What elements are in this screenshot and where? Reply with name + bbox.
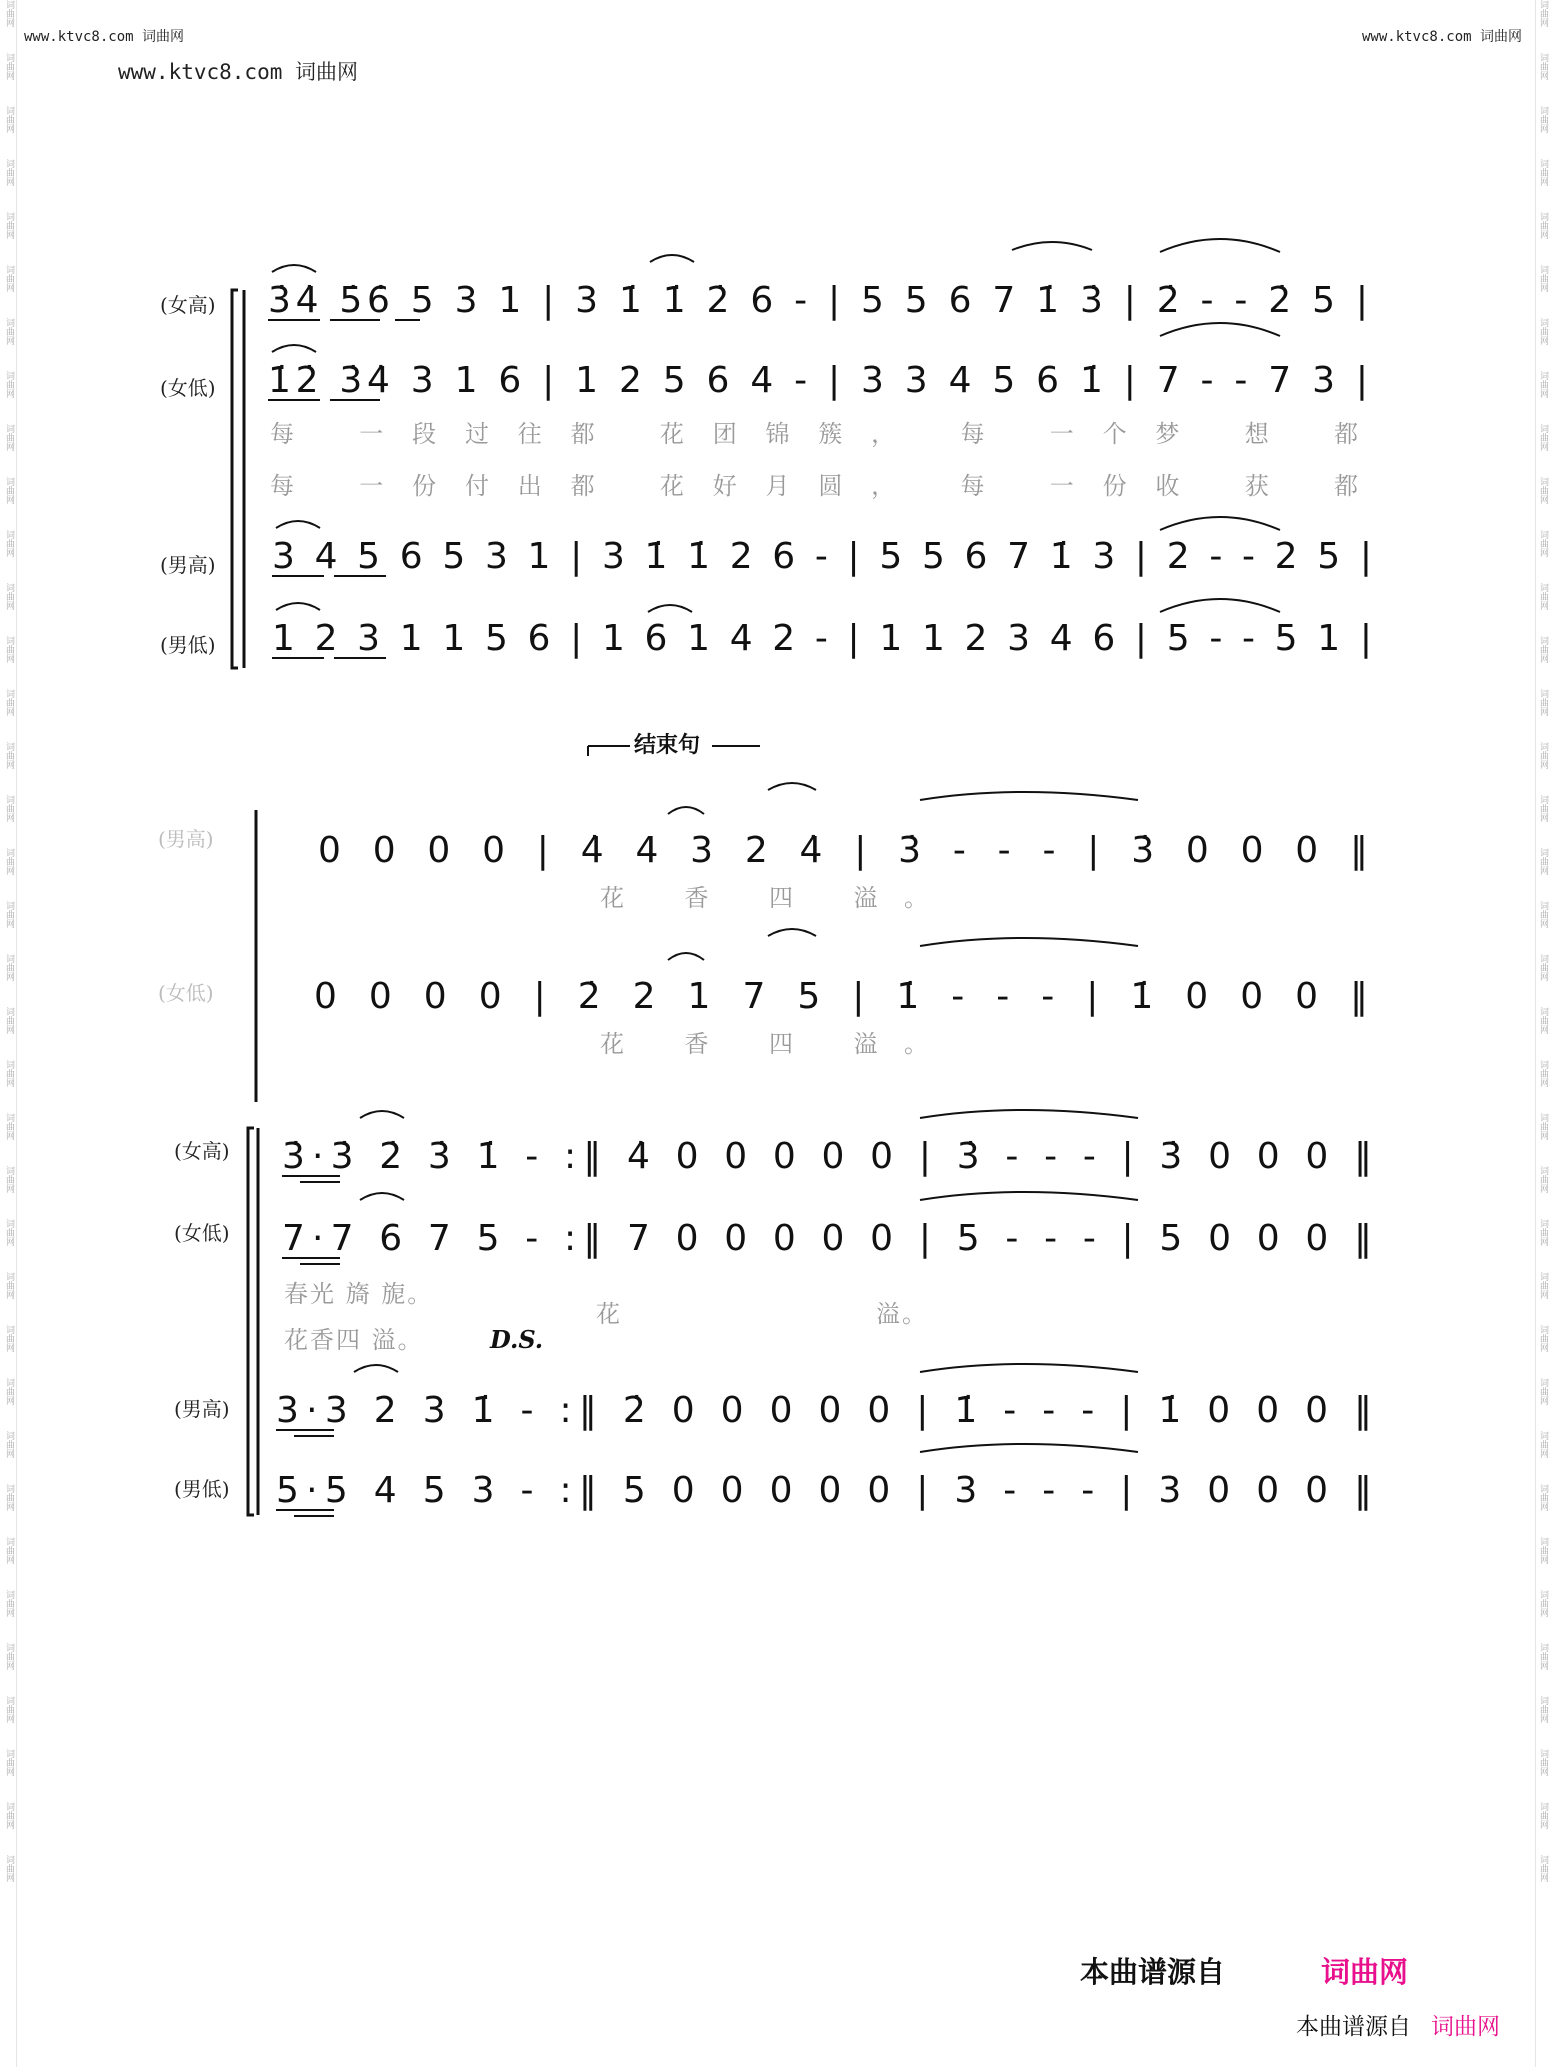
sidebar-watermark-text: 词曲网 bbox=[1538, 954, 1548, 981]
sidebar-watermark-text: 词曲网 bbox=[4, 1643, 14, 1670]
sidebar-watermark-text: 词曲网 bbox=[4, 901, 14, 928]
sidebar-watermark-text: 词曲网 bbox=[4, 1431, 14, 1458]
lyric-line: 花 香 四 溢。 bbox=[600, 1030, 930, 1058]
sidebar-watermark-text: 词曲网 bbox=[4, 1378, 14, 1405]
sidebar-watermark-text: 词曲网 bbox=[4, 1696, 14, 1723]
notation-line: 7·7 6 7 5 - :‖ 7 0 0 0 0 0 | 5 - - - | 5 0 0 0 ‖ bbox=[282, 1218, 1372, 1259]
sidebar-watermark-text: 词曲网 bbox=[1538, 1219, 1548, 1246]
sidebar-watermark-text: 词曲网 bbox=[4, 1855, 14, 1882]
notation-line: 3̇4̇ 5̇6̇ 5 3 1 | 3 1̇ 1̇ 2̇ 6 - | 5 5 6 7 1̇ 3̇ | 2̇ - - 2̇ 5 | bbox=[268, 280, 1369, 321]
sidebar-watermark-text: 词曲网 bbox=[1538, 1802, 1548, 1829]
sidebar-watermark-text: 词曲网 bbox=[1538, 53, 1548, 80]
source-prefix: 本曲谱源自 bbox=[1080, 1955, 1226, 1989]
sidebar-watermark-text: 词曲网 bbox=[4, 795, 14, 822]
sidebar-watermark-text: 词曲网 bbox=[1538, 0, 1548, 27]
sidebar-watermark-text: 词曲网 bbox=[4, 530, 14, 557]
source-credit-large bbox=[1080, 1950, 1408, 1991]
sidebar-watermark-text: 词曲网 bbox=[1538, 265, 1548, 292]
source-brand[interactable]: 词曲网 bbox=[1431, 2014, 1500, 2040]
sidebar-watermark-text: 词曲网 bbox=[4, 742, 14, 769]
sidebar-watermark-text: 词曲网 bbox=[1538, 1484, 1548, 1511]
sidebar-watermark-text: 词曲网 bbox=[1538, 424, 1548, 451]
sidebar-watermark-text: 词曲网 bbox=[1538, 1537, 1548, 1564]
notation-line: 1 2 3 1 1 5 6 | 1 6 1 4 2 - | 1 1 2 3 4 6 | 5 - - 5 1 | bbox=[272, 618, 1372, 659]
sidebar-watermark-text: 词曲网 bbox=[4, 636, 14, 663]
site-watermark: www.ktvc8.com 词曲网 bbox=[118, 60, 359, 84]
sidebar-watermark-text: 词曲网 bbox=[4, 1219, 14, 1246]
notation-line: 0 0 0 0 | 4̇ 4 3 2 4̇ | 3̇ - - - | 3̇ 0 0 0 ‖ bbox=[318, 830, 1369, 871]
sidebar-watermark-text: 词曲网 bbox=[1538, 106, 1548, 133]
sidebar-watermark-text: 词曲网 bbox=[4, 1166, 14, 1193]
ds-mark: D.S. bbox=[490, 1325, 544, 1354]
sidebar-watermark-text: 词曲网 bbox=[1538, 689, 1548, 716]
notation-line: 3 4 5 6 5 3 1 | 3 1̇ 1̇ 2 6 - | 5 5 6 7 1̇ 3 | 2 - - 2 5 | bbox=[272, 536, 1372, 577]
sidebar-watermark-text: 词曲网 bbox=[4, 1325, 14, 1352]
lyric-line: 每 一段过往都 花团锦簇， 每 一个梦 想 都 bbox=[270, 420, 1360, 448]
lyric-line: 每 一份付出都 花好月圆， 每 一份收 获 都 bbox=[270, 472, 1360, 500]
sidebar-watermark-text: 词曲网 bbox=[1538, 477, 1548, 504]
sidebar-watermark-text: 词曲网 bbox=[1538, 1696, 1548, 1723]
sidebar-watermark-text: 词曲网 bbox=[1538, 318, 1548, 345]
voice-label: (女低) bbox=[174, 1221, 230, 1245]
voice-label: (男高) bbox=[160, 553, 216, 577]
source-brand[interactable]: 词曲网 bbox=[1321, 1955, 1409, 1989]
sidebar-watermark-text: 词曲网 bbox=[1538, 1855, 1548, 1882]
lyric-line: 花香四 溢。 bbox=[284, 1326, 424, 1354]
sidebar-watermark-text: 词曲网 bbox=[4, 371, 14, 398]
corner-watermark-left: www.ktvc8.com 词曲网 bbox=[24, 29, 185, 45]
sidebar-watermark-text: 词曲网 bbox=[4, 1484, 14, 1511]
notation-line: 1̇2̇ 3̇4̇ 3 1 6 | 1 2 5 6 4 - | 3 3 4 5 6 1̇ | 7 - - 7 3 | bbox=[268, 360, 1369, 401]
voice-label: (女高) bbox=[160, 293, 216, 317]
voice-label: (女低) bbox=[158, 981, 214, 1005]
sidebar-watermark-text: 词曲网 bbox=[4, 1749, 14, 1776]
sidebar-watermark-text: 词曲网 bbox=[1538, 1113, 1548, 1140]
notation-line: 0 0 0 0 | 2̇ 2 1 7 5 | 1̇ - - - | 1̇ 0 0 0 ‖ bbox=[314, 976, 1368, 1017]
voice-label: (女高) bbox=[174, 1139, 230, 1163]
sidebar-watermark-text: 词曲网 bbox=[4, 477, 14, 504]
sidebar-watermark-text: 词曲网 bbox=[4, 1802, 14, 1829]
voice-label: (男高) bbox=[174, 1397, 230, 1421]
source-prefix: 本曲谱源自 bbox=[1296, 2014, 1411, 2040]
notation-line: 3·3 2 3 1̇ - :‖ 2̇ 0 0 0 0 0 | 1̇ - - - | 1̇ 0 0 0 ‖ bbox=[276, 1390, 1373, 1431]
voice-label: (女低) bbox=[160, 376, 216, 400]
sidebar-watermark-text: 词曲网 bbox=[1538, 583, 1548, 610]
voice-label: (男低) bbox=[174, 1477, 230, 1501]
sidebar-watermark-text: 词曲网 bbox=[4, 53, 14, 80]
lyric-line: 春光 旖 旎。 bbox=[284, 1280, 434, 1308]
sidebar-watermark-text: 词曲网 bbox=[4, 1060, 14, 1087]
source-credit-small bbox=[1296, 2008, 1500, 2041]
system-3-brace bbox=[248, 1128, 258, 1515]
sidebar-watermark-text: 词曲网 bbox=[1538, 848, 1548, 875]
sidebar-watermark-text: 词曲网 bbox=[1538, 1378, 1548, 1405]
voice-label: (男高) bbox=[158, 827, 214, 851]
lyric-word: 花 bbox=[596, 1300, 622, 1328]
sidebar-watermark-text: 词曲网 bbox=[4, 1537, 14, 1564]
system-1 bbox=[160, 239, 1372, 668]
sidebar-watermark-text: 词曲网 bbox=[1538, 159, 1548, 186]
system-2 bbox=[158, 783, 1368, 1102]
sidebar-watermark-text: 词曲网 bbox=[1538, 1590, 1548, 1617]
sidebar-watermark-text: 词曲网 bbox=[4, 424, 14, 451]
sidebar-watermark-text: 词曲网 bbox=[4, 1590, 14, 1617]
sidebar-watermark-text: 词曲网 bbox=[4, 689, 14, 716]
sidebar-watermark-text: 词曲网 bbox=[1538, 371, 1548, 398]
sidebar-watermark-text: 词曲网 bbox=[4, 848, 14, 875]
sidebar-watermark-text: 词曲网 bbox=[1538, 1166, 1548, 1193]
sidebar-watermark-text: 词曲网 bbox=[1538, 1431, 1548, 1458]
voice-label: (男低) bbox=[160, 633, 216, 657]
sidebar-watermark-text: 词曲网 bbox=[1538, 212, 1548, 239]
sidebar-watermark-text: 词曲网 bbox=[4, 106, 14, 133]
sidebar-watermark-text: 词曲网 bbox=[1538, 1272, 1548, 1299]
sidebar-watermark-text: 词曲网 bbox=[1538, 795, 1548, 822]
lyric-line: 花 香 四 溢。 bbox=[600, 884, 930, 912]
sidebar-watermark-text: 词曲网 bbox=[4, 212, 14, 239]
sidebar-watermark-text: 词曲网 bbox=[1538, 1060, 1548, 1087]
notation-line: 3̇·3̇ 2̇ 3̇ 1̇ - :‖ 4̇ 0 0 0 0 0 | 3̇ - - - | 3̇ 0 0 0 ‖ bbox=[282, 1136, 1372, 1177]
sidebar-watermark-text: 词曲网 bbox=[4, 0, 14, 27]
sidebar-watermark-text: 词曲网 bbox=[1538, 901, 1548, 928]
sidebar-watermark-text: 词曲网 bbox=[4, 1113, 14, 1140]
system-2-slurs bbox=[668, 783, 1138, 960]
sidebar-watermark-text: 词曲网 bbox=[1538, 742, 1548, 769]
sidebar-watermark-text: 词曲网 bbox=[1538, 1643, 1548, 1670]
sidebar-watermark-text: 词曲网 bbox=[4, 159, 14, 186]
sidebar-watermark-text: 词曲网 bbox=[1538, 1749, 1548, 1776]
sidebar-watermark-text: 词曲网 bbox=[4, 1272, 14, 1299]
system-1-brace bbox=[232, 290, 244, 668]
sidebar-watermark-text: 词曲网 bbox=[1538, 530, 1548, 557]
corner-watermark-right: www.ktvc8.com 词曲网 bbox=[1361, 29, 1522, 45]
system-3 bbox=[174, 1110, 1372, 1516]
lyric-word: 溢。 bbox=[876, 1300, 928, 1328]
sidebar-watermark-text: 词曲网 bbox=[4, 1007, 14, 1034]
sidebar-watermark-text: 词曲网 bbox=[1538, 1325, 1548, 1352]
sidebar-watermark-text: 词曲网 bbox=[4, 583, 14, 610]
sidebar-watermark-text: 词曲网 bbox=[1538, 636, 1548, 663]
section-label: 结束句 bbox=[634, 732, 701, 758]
sidebar-watermark-text: 词曲网 bbox=[1538, 1007, 1548, 1034]
sidebar-watermark-text: 词曲网 bbox=[4, 265, 14, 292]
notation-line: 5·5 4 5 3 - :‖ 5 0 0 0 0 0 | 3 - - - | 3 0 0 0 ‖ bbox=[276, 1470, 1373, 1511]
sidebar-watermark-text: 词曲网 bbox=[4, 954, 14, 981]
section-label-group bbox=[588, 732, 760, 758]
sidebar-watermark-text: 词曲网 bbox=[4, 318, 14, 345]
